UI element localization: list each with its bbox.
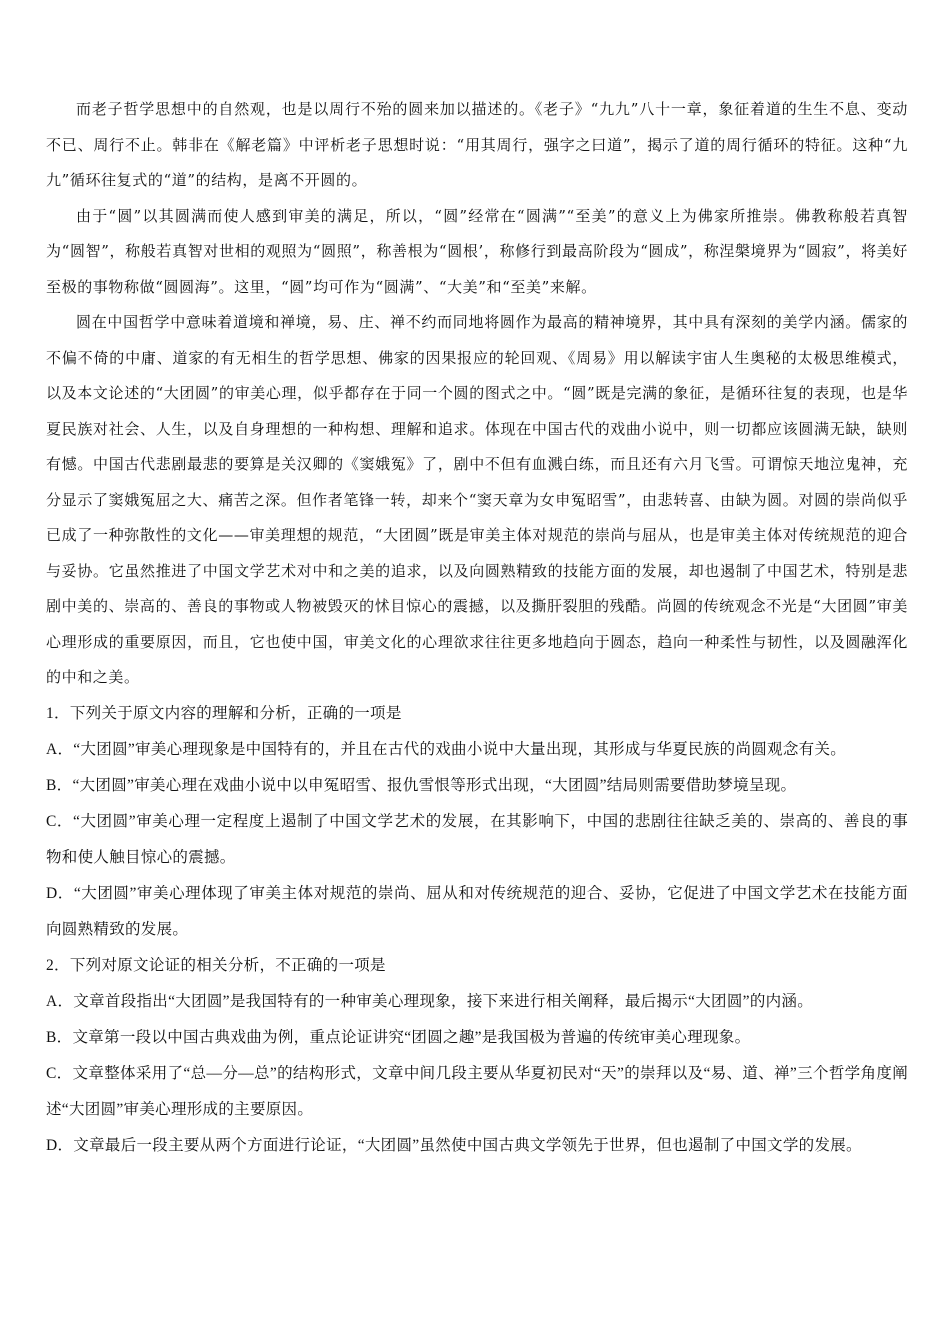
option-a: A．文章首段指出“大团圆”是我国特有的一种审美心理现象，接下来进行相关阐释，最后揭示“大团圆”的内涵。 <box>46 992 814 1010</box>
option-d: D．“大团圆”审美心理体现了审美主体对规范的崇尚、屈从和对传统规范的迎合、妥协，它促进了中国文学艺术在技能方面向圆熟精致的发展。 <box>46 884 908 938</box>
option-a: A．“大团圆”审美心理现象是中国特有的，并且在古代的戏曲小说中大量出现，其形成与华夏民族的尚圆观念有关。 <box>46 740 847 758</box>
question-stem: 2．下列对原文论证的相关分析，不正确的一项是 <box>46 956 386 974</box>
passage-paragraph: 由于“圆”以其圆满而使人感到审美的满足，所以，“圆”经常在“圆满”“至美”的意义上为佛家所推崇。佛教称般若真智为“圆智”，称般若真智对世相的观照为“圆照”，称善根为“圆根’，称修行到最高阶段为“圆成”，称涅槃境界为“圆寂”，将美好至极的事物称做“圆圆海”。这里，“圆”均可作为“圆满”、“大美”和“至美”来解。 <box>46 206 908 296</box>
option-d: D．文章最后一段主要从两个方面进行论证，“大团圆”虽然使中国古典文学领先于世界，但也遏制了中国文学的发展。 <box>46 1136 862 1154</box>
document-page <box>46 92 908 1164</box>
option-c: C．文章整体采用了“总—分—总”的结构形式，文章中间几段主要从华夏初民对“天”的崇拜以及“易、道、禅”三个哲学角度阐述“大团圆”审美心理形成的主要原因。 <box>46 1064 908 1118</box>
option-c: C．“大团圆”审美心理一定程度上遏制了中国文学艺术的发展，在其影响下，中国的悲剧往往缺乏美的、崇高的、善良的事物和使人触目惊心的震撼。 <box>46 812 908 866</box>
question-stem: 1．下列关于原文内容的理解和分析，正确的一项是 <box>46 704 402 722</box>
question-1 <box>46 696 908 948</box>
question-2 <box>46 948 908 1164</box>
passage-paragraph: 圆在中国哲学中意味着道境和禅境，易、庄、禅不约而同地将圆作为最高的精神境界，其中具有深刻的美学内涵。儒家的不偏不倚的中庸、道家的有无相生的哲学思想、佛家的因果报应的轮回观、《周易》用以解读宇宙人生奥秘的太极思维模式，以及本文论述的“大团圆”的审美心理，似乎都存在于同一个圆的图式之中。“圆”既是完满的象征，是循环往复的表现，也是华夏民族对社会、人生，以及自身理想的一种构想、理解和追求。体现在中国古代的戏曲小说中，则一切都应该圆满无缺，缺则有憾。中国古代悲剧最悲的要算是关汉卿的《窦娥冤》了，剧中不但有血溅白练，而且还有六月飞雪。可谓惊天地泣鬼神，充分显示了窦娥冤屈之大、痛苦之深。但作者笔锋一转，却来个“窦天章为女申冤昭雪”，由悲转喜、由缺为圆。对圆的崇尚似乎已成了一种弥散性的文化——审美理想的规范，“大团圆”既是审美主体对规范的崇尚与屈从，也是审美主体对传统规范的迎合与妥协。它虽然推进了中国文学艺术对中和之美的追求，以及向圆熟精致的技能方面的发展，却也遏制了中国艺术，特别是悲剧中美的、崇高的、善良的事物或人物被毁灭的怵目惊心的震撼，以及撕肝裂胆的残酷。尚圆的传统观念不光是“大团圆”审美心理形成的重要原因，而且，它也使中国，审美文化的心理欲求往往更多地趋向于圆态，趋向一种柔性与韧性，以及圆融浑化的中和之美。 <box>46 313 908 686</box>
option-b: B．文章第一段以中国古典戏曲为例，重点论证讲究“团圆之趣”是我国极为普遍的传统审美心理现象。 <box>46 1028 751 1046</box>
option-b: B．“大团圆”审美心理在戏曲小说中以申冤昭雪、报仇雪恨等形式出现，“大团圆”结局则需要借助梦境呈现。 <box>46 776 797 794</box>
passage-paragraph: 而老子哲学思想中的自然观，也是以周行不殆的圆来加以描述的。《老子》“九九”八十一章，象征着道的生生不息、变动不已、周行不止。韩非在《解老篇》中评析老子思想时说：“用其周行，强字之曰道”，揭示了道的周行循环的特征。这种“九九”循环往复式的“道”的结构，是离不开圆的。 <box>46 100 908 189</box>
passage <box>46 92 908 696</box>
